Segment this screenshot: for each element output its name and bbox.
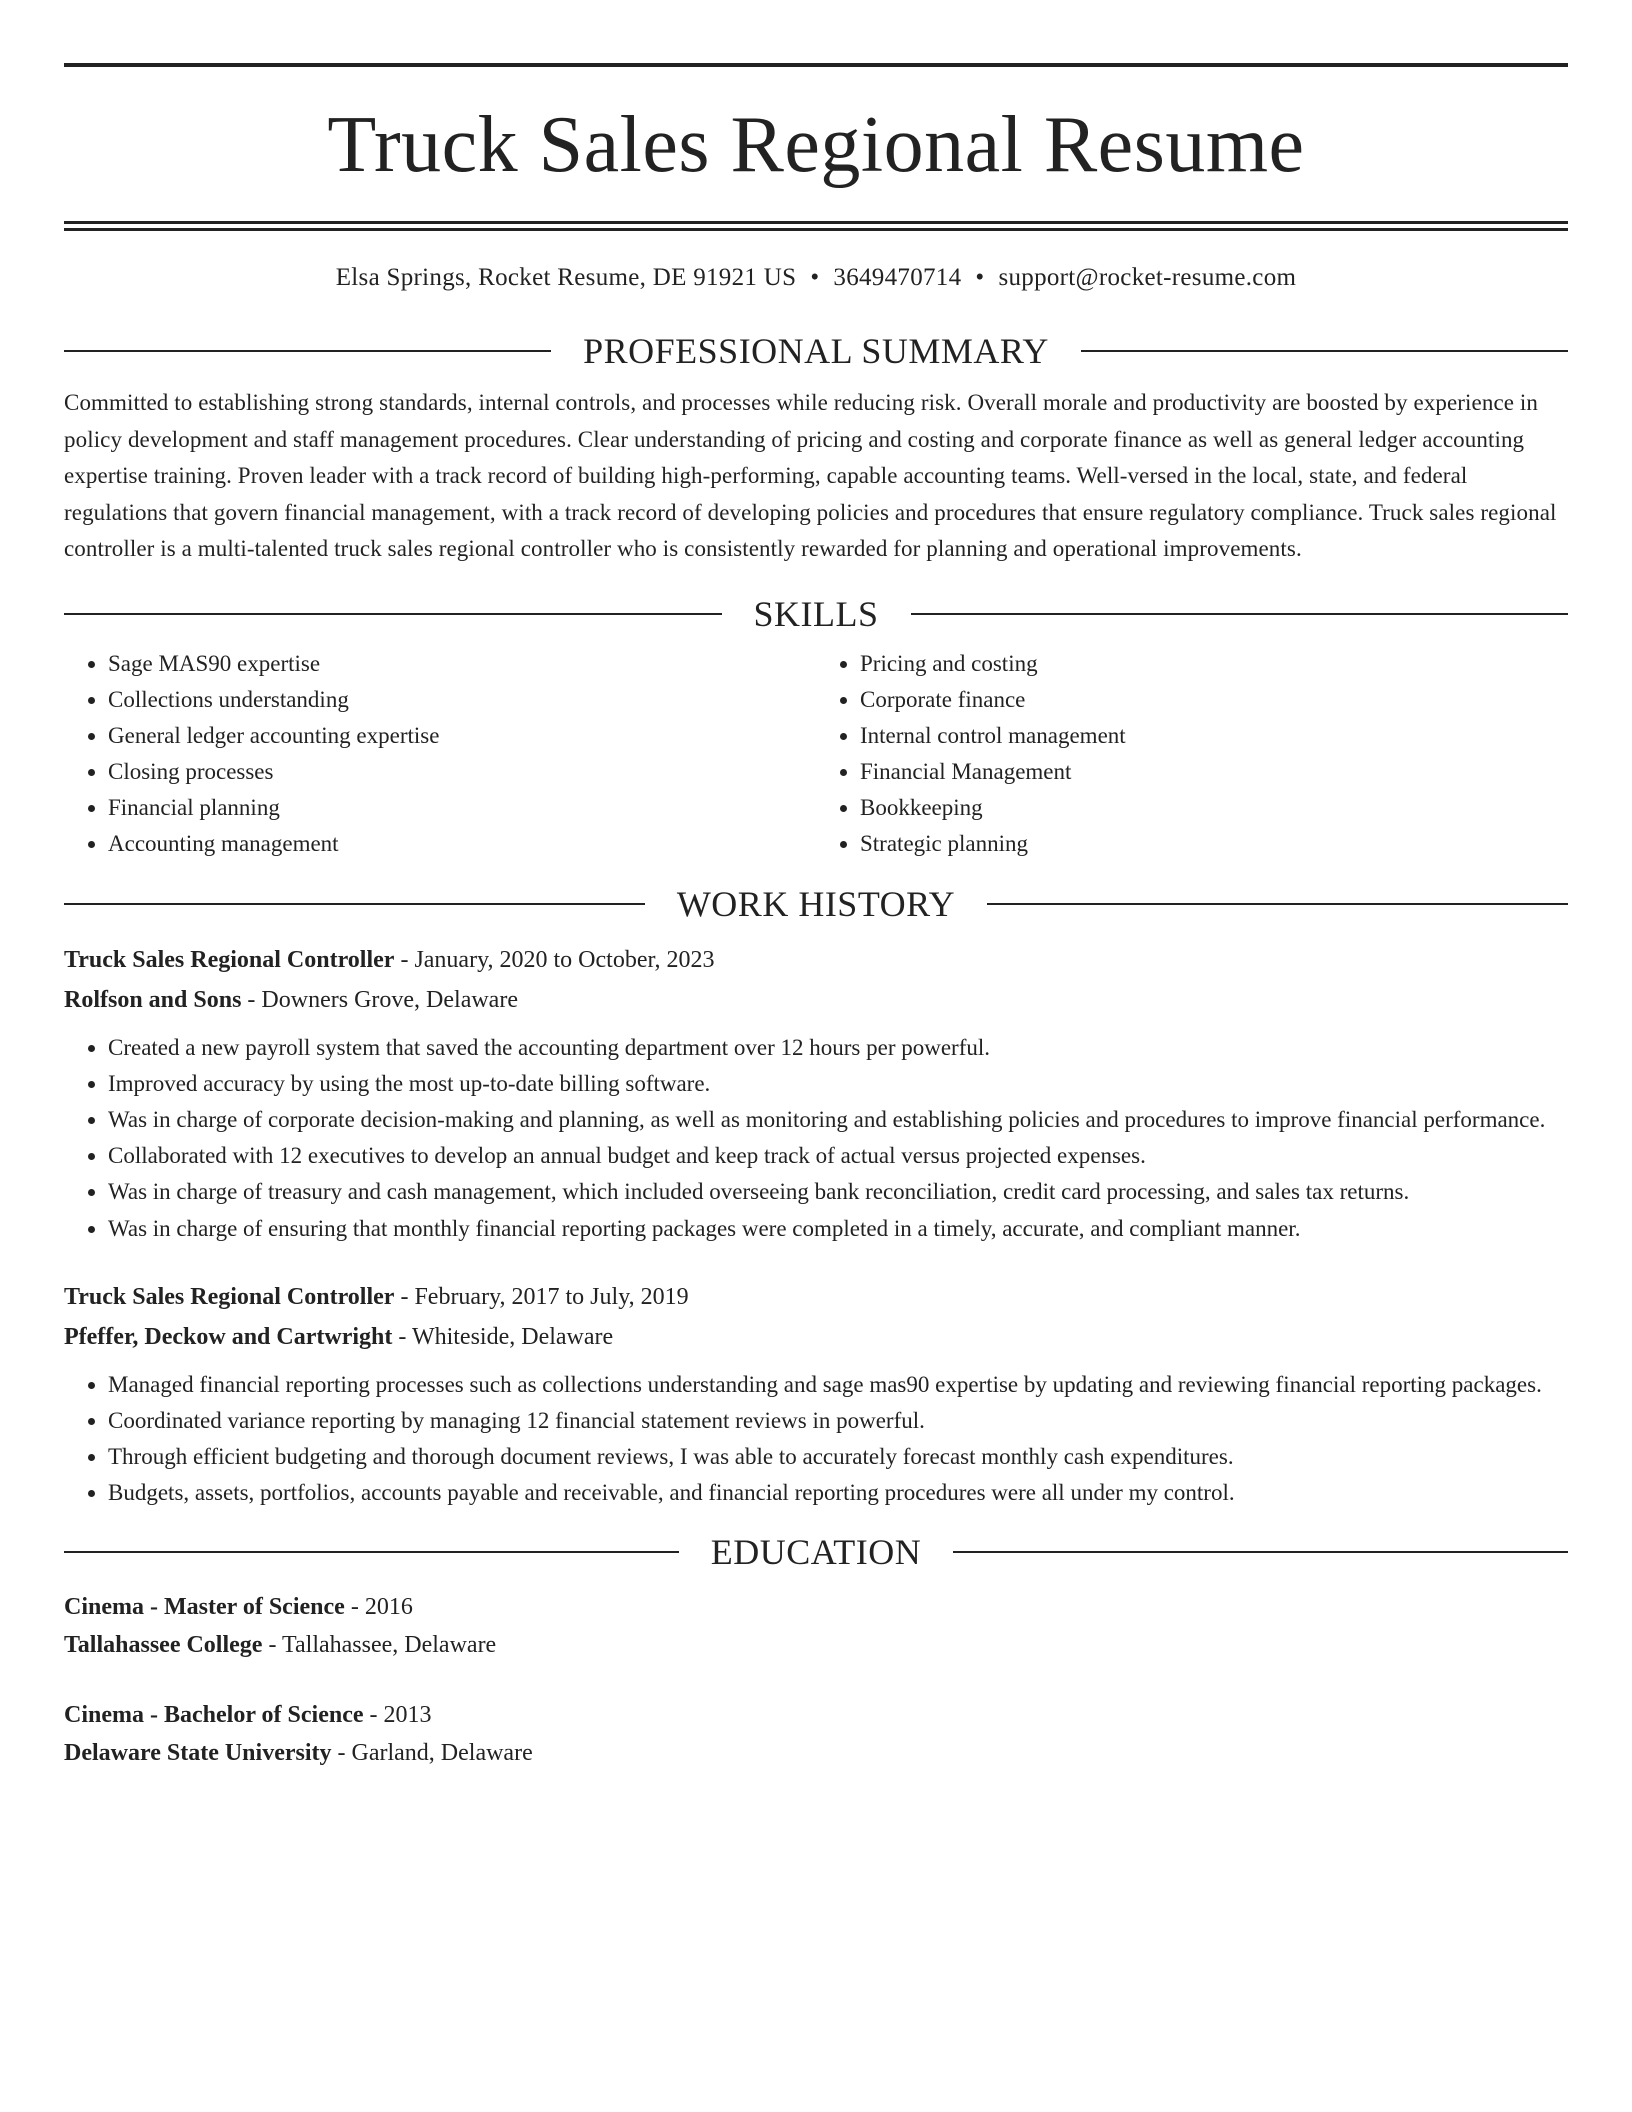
top-rule <box>64 63 1568 67</box>
job-bullet: • Coordinated variance reporting by managing 12 financial statement reviews in powerful. <box>108 1403 1568 1439</box>
section-divider-left <box>64 613 722 615</box>
job-bullet: • Improved accuracy by using the most up-to-date billing software. <box>108 1066 1568 1102</box>
job-bullet: • Through efficient budgeting and thorough document reviews, I was able to accurately forecast monthly cash expenditures. <box>108 1439 1568 1475</box>
contact-phone: 3649470714 <box>833 264 962 291</box>
skill-item: • Closing processes <box>108 754 816 790</box>
education-entry <box>64 1696 1568 1772</box>
job-dash: - <box>392 1323 412 1350</box>
job-title-line <box>64 1277 1568 1317</box>
education-dash: - <box>331 1739 352 1766</box>
skill-item: • Corporate finance <box>860 682 1568 718</box>
job-bullet: • Budgets, assets, portfolios, accounts payable and receivable, and financial reporting procedures were all under my control. <box>108 1475 1568 1511</box>
contact-address: Elsa Springs, Rocket Resume, DE 91921 US <box>335 264 797 291</box>
education-year: 2016 <box>364 1593 413 1620</box>
education-degree: Cinema - Master of Science <box>64 1593 345 1620</box>
job-dash: - <box>394 946 415 973</box>
summary-section-header <box>64 329 1568 373</box>
skill-item: • Collections understanding <box>108 682 816 718</box>
job-location: Whiteside, Delaware <box>411 1323 614 1350</box>
education-school-line <box>64 1734 1568 1772</box>
education-degree-line <box>64 1696 1568 1734</box>
work-section-header <box>64 882 1568 926</box>
job-bullets <box>64 1030 1568 1247</box>
job-bullet: • Was in charge of corporate decision-making and planning, as well as monitoring and establishing policies and procedures to improve financial performance. <box>108 1102 1568 1138</box>
title-double-rule <box>64 221 1568 231</box>
education-degree: Cinema - Bachelor of Science <box>64 1701 364 1728</box>
skills-heading: SKILLS <box>753 593 879 634</box>
resume-title: Truck Sales Regional Resume <box>327 101 1305 189</box>
summary-text: Committed to establishing strong standards, internal controls, and processes while reducing risk. Overall morale and productivity are boosted by experience in policy development and staff management procedures. Clear understanding of pricing and costing and corporate finance as well as general ledger accounting expertise training. Proven leader with a track record of building high-performing, capable accounting teams. Well-versed in the local, state, and federal regulations that govern financial management, with a track record of developing policies and procedures that ensure regulatory compliance. Truck sales regional controller is a multi-talented truck sales regional controller who is consistently rewarded for planning and operational improvements. <box>64 390 1557 561</box>
education-entry <box>64 1588 1568 1664</box>
job-bullet: • Was in charge of treasury and cash management, which included overseeing bank reconciliation, credit card processing, and sales tax returns. <box>108 1174 1568 1210</box>
job-bullet: • Collaborated with 12 executives to develop an annual budget and keep track of actual versus projected expenses. <box>108 1138 1568 1174</box>
education-school-line <box>64 1626 1568 1664</box>
education-heading: EDUCATION <box>710 1531 922 1572</box>
education-dash: - <box>363 1701 384 1728</box>
skills-list-right <box>816 646 1568 862</box>
job-title: Truck Sales Regional Controller <box>64 1283 395 1310</box>
job-bullet: • Created a new payroll system that saved the accounting department over 12 hours per powerful. <box>108 1030 1568 1066</box>
job-bullet: • Managed financial reporting processes such as collections understanding and sage mas90 expertise by updating and reviewing financial reporting packages. <box>108 1367 1568 1403</box>
skill-item: • Financial Management <box>860 754 1568 790</box>
education-location: Tallahassee, Delaware <box>282 1631 497 1658</box>
job-bullet: • Was in charge of ensuring that monthly financial reporting packages were completed in a timely, accurate, and compliant manner. <box>108 1211 1568 1247</box>
contact-separator: • <box>975 264 985 291</box>
education-dash: - <box>344 1593 365 1620</box>
section-divider-left <box>64 1551 679 1553</box>
skill-item: • Internal control management <box>860 718 1568 754</box>
section-divider-left <box>64 903 645 905</box>
education-year: 2013 <box>383 1701 432 1728</box>
education-location: Garland, Delaware <box>351 1739 533 1766</box>
job-company: Rolfson and Sons <box>64 986 242 1013</box>
education-dash: - <box>262 1631 283 1658</box>
skill-item: • Pricing and costing <box>860 646 1568 682</box>
job-company-line <box>64 980 1568 1020</box>
education-school: Delaware State University <box>64 1739 332 1766</box>
education-section-header <box>64 1530 1568 1574</box>
section-divider-right <box>953 1551 1568 1553</box>
contact-line <box>64 261 1568 295</box>
skills-columns <box>64 646 1568 862</box>
skills-section-header <box>64 592 1568 636</box>
section-divider-left <box>64 350 551 352</box>
summary-heading: PROFESSIONAL SUMMARY <box>583 331 1049 371</box>
job-entry <box>64 1277 1568 1512</box>
job-company-line <box>64 1317 1568 1357</box>
education-school: Tallahassee College <box>64 1631 263 1658</box>
job-company: Pfeffer, Deckow and Cartwright <box>64 1323 393 1350</box>
section-divider-right <box>987 903 1568 905</box>
job-dash: - <box>241 986 262 1013</box>
skill-item: • Strategic planning <box>860 826 1568 862</box>
job-location: Downers Grove, Delaware <box>261 986 518 1013</box>
skill-item: • General ledger accounting expertise <box>108 718 816 754</box>
job-title: Truck Sales Regional Controller <box>64 946 395 973</box>
skill-item: • Financial planning <box>108 790 816 826</box>
education-degree-line <box>64 1588 1568 1626</box>
contact-email: support@rocket-resume.com <box>998 264 1297 291</box>
section-divider-right <box>1081 350 1568 352</box>
job-bullets <box>64 1367 1568 1512</box>
contact-separator: • <box>810 264 820 291</box>
job-dates: February, 2017 to July, 2019 <box>414 1283 689 1310</box>
skills-list-left <box>64 646 816 862</box>
job-title-line <box>64 940 1568 980</box>
skill-item: • Bookkeeping <box>860 790 1568 826</box>
work-heading: WORK HISTORY <box>676 883 956 924</box>
job-dates: January, 2020 to October, 2023 <box>414 946 715 973</box>
job-entry <box>64 940 1568 1247</box>
section-divider-right <box>911 613 1569 615</box>
job-dash: - <box>394 1283 415 1310</box>
skill-item: • Accounting management <box>108 826 816 862</box>
skill-item: • Sage MAS90 expertise <box>108 646 816 682</box>
